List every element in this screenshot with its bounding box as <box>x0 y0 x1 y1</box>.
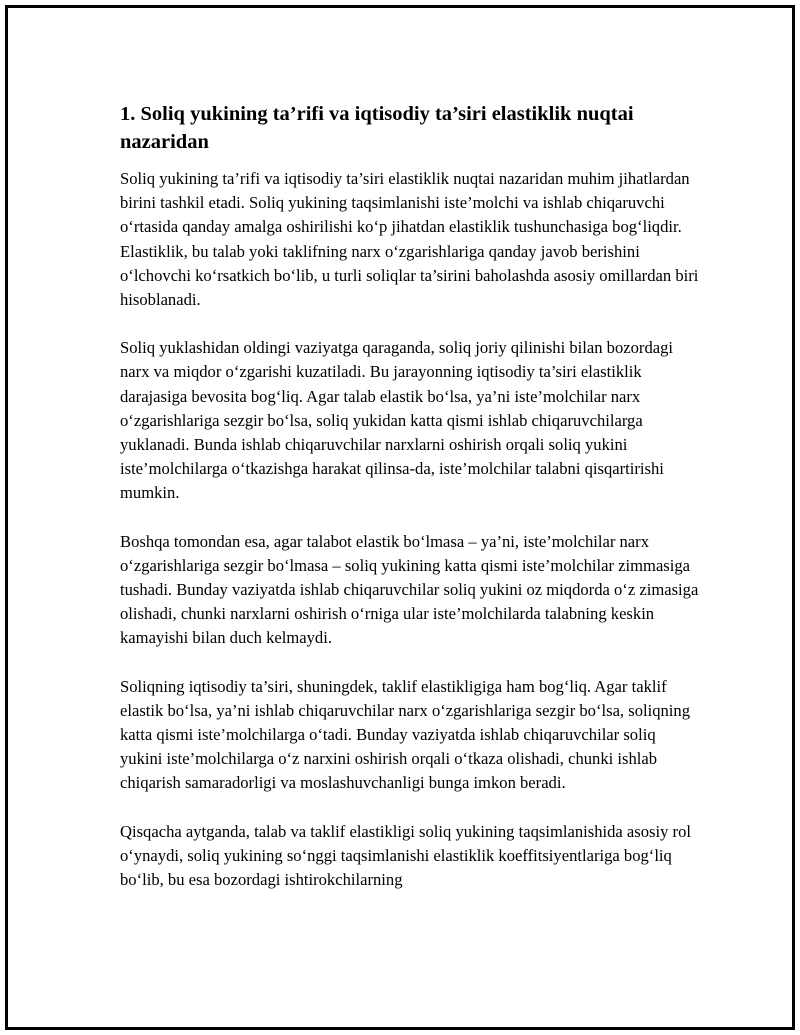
paragraph-2: Soliq yuklashidan oldingi vaziyatga qaraganda, soliq joriy qilinishi bilan bozordagi narx va miqdor o‘zgarishi kuzatiladi. Bu jarayonning iqtisodiy ta’siri elastiklik darajasiga bevosita bog‘liq. Agar talab elastik bo‘lsa, ya’ni iste’molchilar narx o‘zgarishlariga sezgir bo‘lsa, soliq yukidan katta qismi ishlab chiqaruvchilarga yuklanadi. Bunda ishlab chiqaruvchilar narxlarni oshirish orqali soliq yukini iste’molchilarga o‘tkazishga harakat qilinsa-da, iste’molchilar talabni qisqartirishi mumkin. <box>120 338 674 503</box>
paragraph-3: Boshqa tomondan esa, agar talabot elastik bo‘lmasa – ya’ni, iste’molchilar narx o‘zgarishlariga sezgir bo‘lmasa – soliq yukining katta qismi iste’molchilar zimmasiga tushadi. Bunday vaziyatda ishlab chiqaruvchilar soliq yukini oz miqdorda o‘z zimasiga olishadi, chunki narxlarni oshirish o‘rniga ular iste’molchilarda talabning keskin kamayishi bilan duch kelmaydi. <box>120 531 699 648</box>
page-frame <box>5 5 795 1030</box>
paragraph-5: Qisqacha aytganda, talab va taklif elastikligi soliq yukining taqsimlanishida asosiy rol o‘ynaydi, soliq yukining so‘nggi taqsimlanishi elastiklik koeffitsiyentlariga bog‘liq bo‘lib, bu esa bozordagi ishtirokchilarning <box>120 821 691 890</box>
paragraph-1: Soliq yukining ta’rifi va iqtisodiy ta’siri elastiklik nuqtai nazaridan muhim jihatlardan birini tashkil etadi. Soliq yukining taqsimlanishi iste’molchi va ishlab chiqaruvchi o‘rtasida qanday amalga oshirilishi ko‘p jihatdan elastiklik tushunchasiga bog‘liqdir. Elastiklik, bu talab yoki taklifning narx o‘zgarishlariga qanday javob berishini o‘lchovchi ko‘rsatkich bo‘lib, u turli soliqlar ta’sirini baholashda asosiy omillardan biri hisoblanadi. <box>120 169 699 310</box>
section-title: 1. Soliq yukining ta’rifi va iqtisodiy ta’siri elastiklik nuqtai nazaridan <box>120 103 634 153</box>
paragraph-4: Soliqning iqtisodiy ta’siri, shuningdek, taklif elastikligiga ham bog‘liq. Agar taklif elastik bo‘lsa, ya’ni ishlab chiqaruvchilar narx o‘zgarishlariga sezgir bo‘lsa, soliqning katta qismi iste’molchilarga o‘tadi. Bunday vaziyatda ishlab chiqaruvchilar soliq yukini iste’molchilarga o‘z narxini oshirish orqali o‘tkaza olishadi, chunki ishlab chiqarish samaradorligi va moslashuvchanligi bunga imkon beradi. <box>120 676 691 793</box>
document-body <box>120 100 700 916</box>
